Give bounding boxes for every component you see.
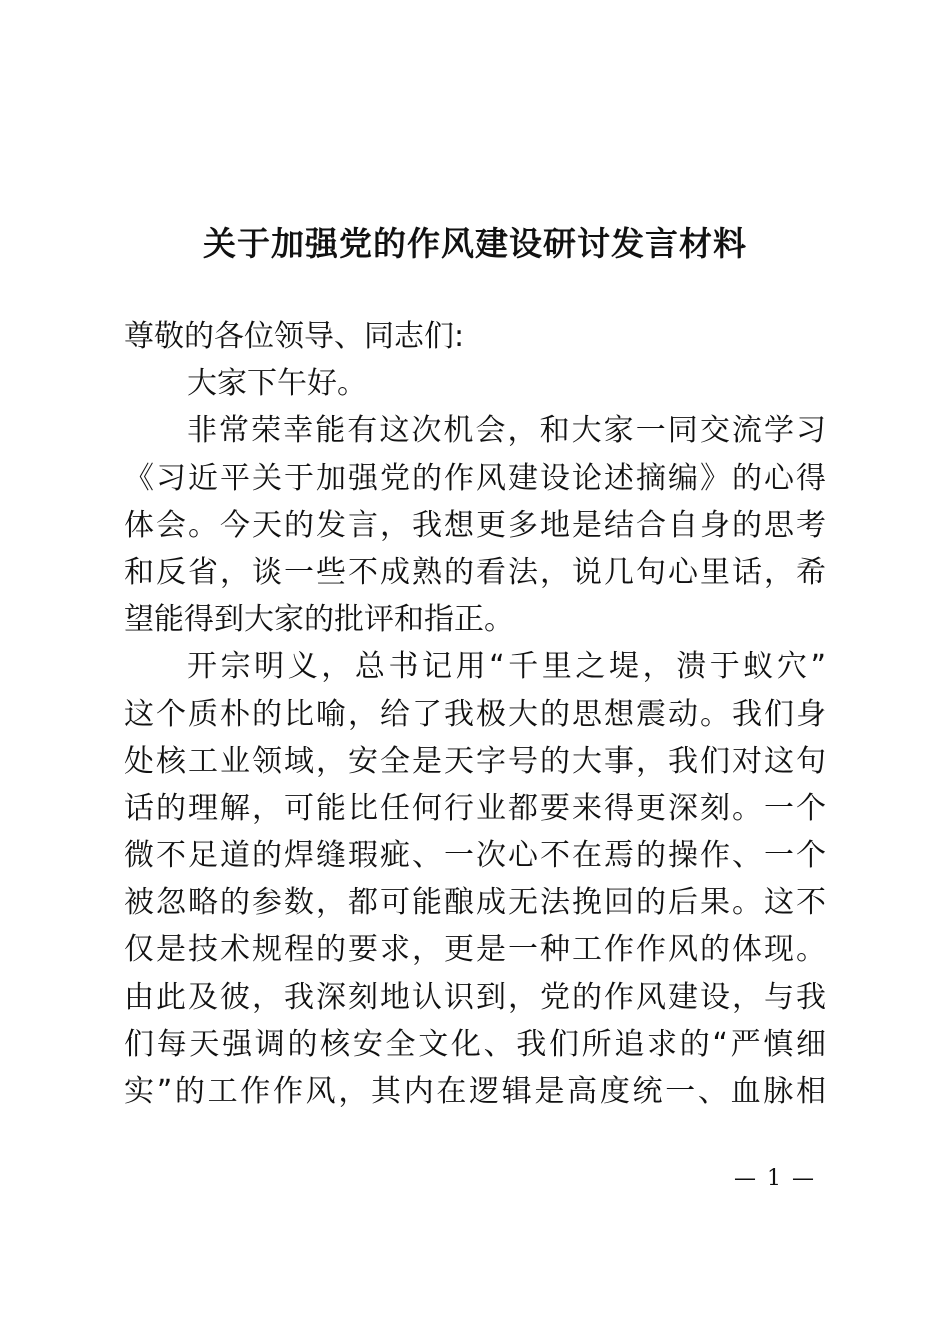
paragraph-line: 由此及彼，我深刻地认识到，党的作风建设，与我 (124, 979, 826, 1015)
paragraph-line: 开宗明义，总书记用“千里之堤，溃于蚁穴” (187, 649, 826, 685)
paragraph-line: 体会。今天的发言，我想更多地是结合自身的思考 (124, 507, 826, 543)
paragraph-line: 大家下午好。 (187, 366, 367, 402)
paragraph-line: 和反省，谈一些不成熟的看法，说几句心里话，希 (124, 554, 826, 590)
page-number: — 1 — (734, 1166, 816, 1191)
document-title: 关于加强党的作风建设研讨发言材料 (203, 224, 747, 263)
paragraph-line: 微不足道的焊缝瑕疵、一次心不在焉的操作、一个 (124, 838, 826, 874)
paragraph-line: 这个质朴的比喻，给了我极大的思想震动。我们身 (124, 696, 826, 732)
paragraph-line: 被忽略的参数，都可能酿成无法挽回的后果。这不 (124, 885, 826, 921)
paragraph-line: 们每天强调的核安全文化、我们所追求的“严慎细 (124, 1026, 826, 1062)
paragraph-line: 实”的工作作风，其内在逻辑是高度统一、血脉相 (124, 1074, 826, 1109)
paragraph-line: 话的理解，可能比任何行业都要来得更深刻。一个 (124, 790, 826, 826)
paragraph-line: 非常荣幸能有这次机会，和大家一同交流学习 (187, 413, 826, 449)
paragraph-line: 望能得到大家的批评和指正。 (124, 602, 514, 638)
paragraph-line: 《习近平关于加强党的作风建设论述摘编》的心得 (124, 460, 826, 496)
document-body (124, 313, 826, 1115)
paragraph-line: 处核工业领域，安全是天字号的大事，我们对这句 (124, 743, 826, 779)
paragraph-line: 仅是技术规程的要求，更是一种工作作风的体现。 (124, 932, 826, 968)
salutation: 尊敬的各位领导、同志们: (124, 319, 465, 354)
